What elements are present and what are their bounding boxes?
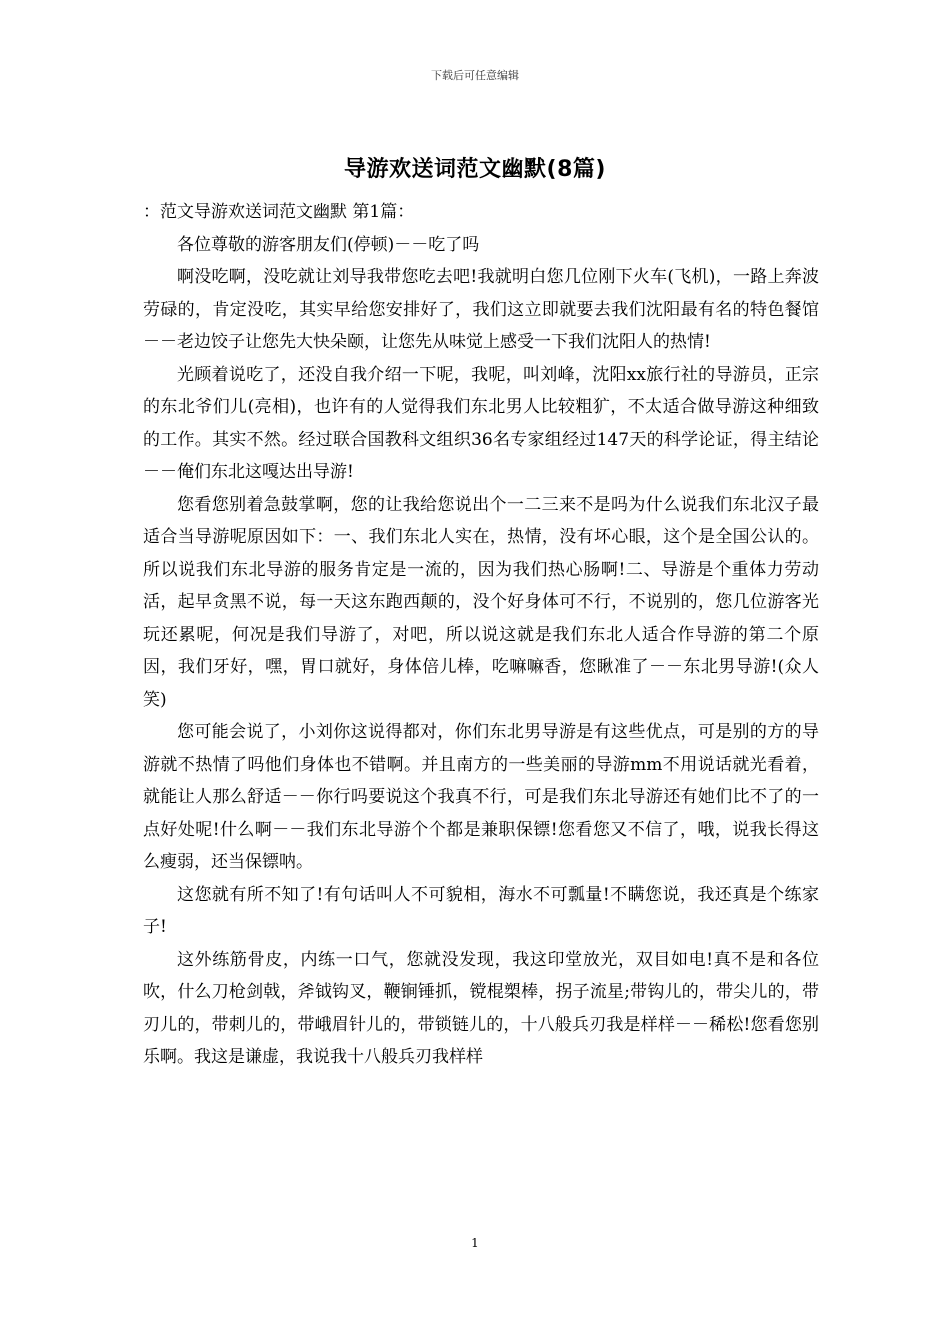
paragraph-3: 光顾着说吃了，还没自我介绍一下呢，我呢，叫刘峰，沈阳xx旅行社的导游员，正宗的东北爷们儿(亮相)，也许有的人觉得我们东北男人比较粗犷，不太适合做导游这种细致的工作。其实不然。经过联合国教科文组织36名专家组经过147天的科学论证，得主结论－－俺们东北这嘎达出导游! — [143, 364, 819, 482]
lead-line: ：范文导游欢送词范文幽默 第1篇： — [143, 202, 415, 222]
header-note: 下载后可任意编辑 — [431, 69, 519, 82]
paragraph-6: 这您就有所不知了!有句话叫人不可貌相，海水不可瓢量!不瞒您说，我还真是个练家子! — [143, 884, 819, 937]
paragraph-1: 各位尊敬的游客朋友们(停顿)－－吃了吗 — [177, 234, 480, 255]
document-body — [143, 196, 819, 1074]
page-number: 1 — [471, 1236, 479, 1250]
paragraph-2: 啊没吃啊，没吃就让刘导我带您吃去吧!我就明白您几位刚下火车(飞机)，一路上奔波劳碌的，肯定没吃，其实早给您安排好了，我们这立即就要去我们沈阳最有名的特色餐馆－－老边饺子让您先大快朵颐，让您先从味觉上感受一下我们沈阳人的热情! — [143, 267, 819, 352]
paragraph-5: 您可能会说了，小刘你这说得都对，你们东北男导游是有这些优点，可是别的方的导游就不热情了吗他们身体也不错啊。并且南方的一些美丽的导游mm不用说话就光看着，就能让人那么舒适－－你行吗要说这个我真不行，可是我们东北导游还有她们比不了的一点好处呢!什么啊－－我们东北导游个个都是兼职保镖!您看您又不信了，哦，说我长得这么瘦弱，还当保镖呐。 — [143, 722, 819, 872]
paragraph-7: 这外练筋骨皮，内练一口气，您就没发现，我这印堂放光，双目如电!真不是和各位吹，什么刀枪剑戟，斧钺钩叉，鞭锏锤抓，镋棍槊棒，拐子流星;带钩儿的，带尖儿的，带刃儿的，带刺儿的，带峨眉针儿的，带锁链儿的，十八般兵刃我是样样－－稀松!您看您别乐啊。我这是谦虚，我说我十八般兵刃我样样 — [143, 949, 819, 1067]
paragraph-4: 您看您别着急鼓掌啊，您的让我给您说出个一二三来不是吗为什么说我们东北汉子最适合当导游呢原因如下：一、我们东北人实在，热情，没有坏心眼，这个是全国公认的。所以说我们东北导游的服务肯定是一流的，因为我们热心肠啊!二、导游是个重体力劳动活，起早贪黑不说，每一天这东跑西颠的，没个好身体可不行，不说别的，您几位游客光玩还累呢，何况是我们导游了，对吧，所以说这就是我们东北人适合作导游的第二个原因，我们牙好，嘿，胃口就好，身体倍儿棒，吃嘛嘛香，您瞅准了－－东北男导游!(众人笑) — [143, 494, 819, 710]
document-title: 导游欢送词范文幽默(8篇) — [344, 157, 606, 182]
